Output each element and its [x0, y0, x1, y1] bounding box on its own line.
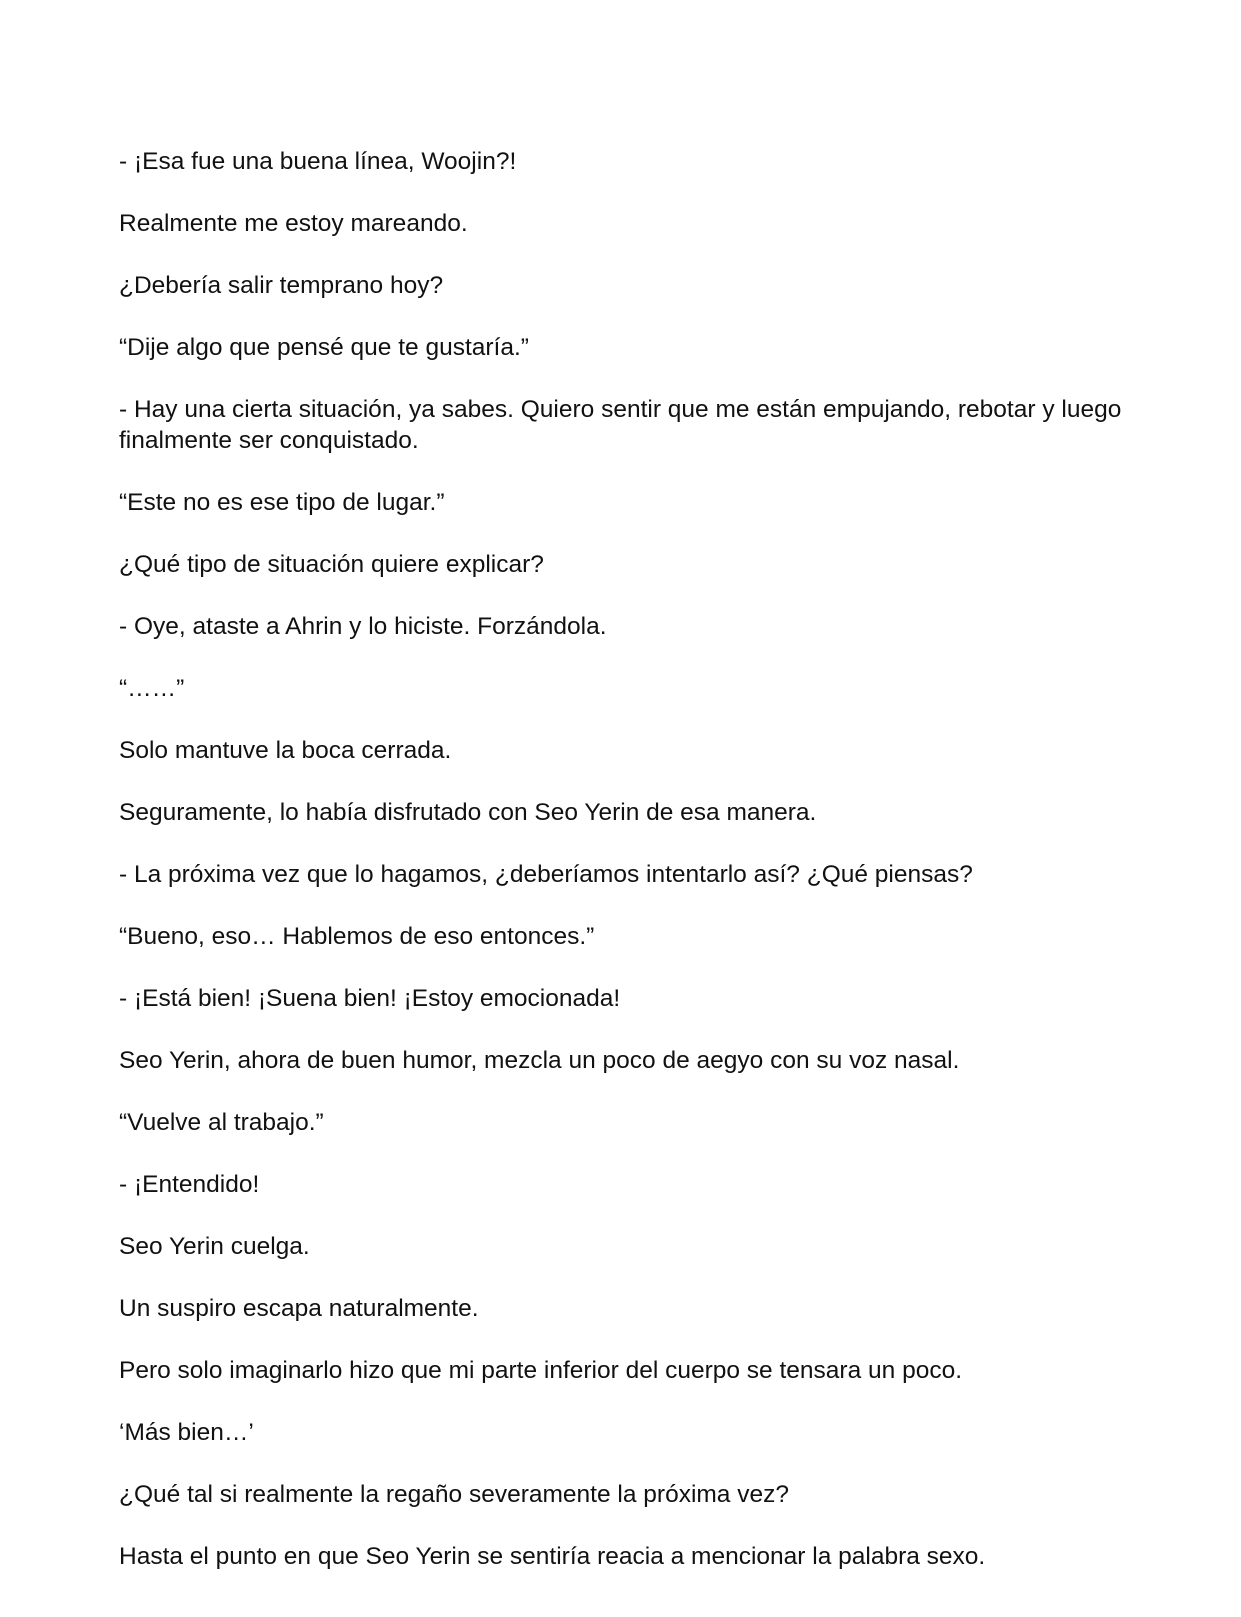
paragraph: “Dije algo que pensé que te gustaría.” [119, 334, 529, 361]
paragraph: Realmente me estoy mareando. [119, 210, 468, 237]
paragraph: Seguramente, lo había disfrutado con Seo Yerin de esa manera. [119, 799, 817, 826]
paragraph: Pero solo imaginarlo hizo que mi parte inferior del cuerpo se tensara un poco. [119, 1357, 963, 1384]
paragraph: Seo Yerin cuelga. [119, 1233, 310, 1260]
paragraph: - ¡Entendido! [119, 1171, 260, 1198]
document-body [119, 146, 1129, 1603]
paragraph: “Vuelve al trabajo.” [119, 1109, 324, 1136]
paragraph: - Oye, ataste a Ahrin y lo hiciste. Forzándola. [119, 613, 607, 640]
paragraph: Seo Yerin, ahora de buen humor, mezcla un poco de aegyo con su voz nasal. [119, 1047, 960, 1074]
paragraph: ¿Qué tipo de situación quiere explicar? [119, 551, 544, 578]
paragraph: - Hay una cierta situación, ya sabes. Quiero sentir que me están empujando, rebotar y luego finalmente ser conquistado. [119, 396, 1122, 454]
paragraph: - ¡Está bien! ¡Suena bien! ¡Estoy emocionada! [119, 985, 621, 1012]
paragraph: ¿Debería salir temprano hoy? [119, 272, 444, 299]
paragraph: Un suspiro escapa naturalmente. [119, 1295, 479, 1322]
paragraph: ¿Qué tal si realmente la regaño severamente la próxima vez? [119, 1481, 789, 1508]
paragraph: - ¡Esa fue una buena línea, Woojin?! [119, 148, 517, 175]
paragraph: Hasta el punto en que Seo Yerin se sentiría reacia a mencionar la palabra sexo. [119, 1543, 986, 1570]
paragraph: ‘Más bien…’ [119, 1419, 254, 1446]
paragraph: - La próxima vez que lo hagamos, ¿deberíamos intentarlo así? ¿Qué piensas? [119, 861, 973, 888]
paragraph: “Bueno, eso… Hablemos de eso entonces.” [119, 923, 595, 950]
paragraph: “Este no es ese tipo de lugar.” [119, 489, 445, 516]
paragraph: Solo mantuve la boca cerrada. [119, 737, 452, 764]
paragraph: “……” [119, 675, 185, 702]
